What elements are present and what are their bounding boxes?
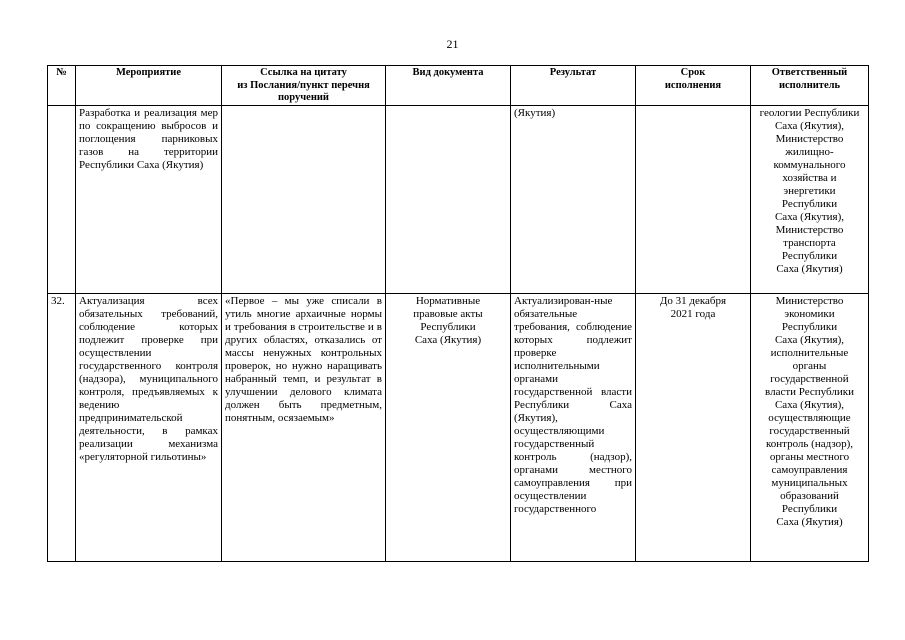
- row-doc-type: [386, 105, 511, 293]
- row-event: Актуализация всех обязательных требований, соблюдение которых подлежит проверке при осуществлении государственного контроля (надзора), муниципального контроля, предъявляемых к ведению предпринимательской деятельности, в рамках реализации механизма «регуляторной гильотины»: [76, 293, 222, 561]
- header-quote: Ссылка на цитату из Послания/пункт перечня поручений: [222, 66, 386, 106]
- row-responsible: геологии Республики Саха (Якутия), Министерство жилищно- коммунального хозяйства и энергетики Республики Саха (Якутия), Министерство транспорта Республики Саха (Якутия): [751, 105, 869, 293]
- row-deadline: До 31 декабря 2021 года: [636, 293, 751, 561]
- row-number: [48, 105, 76, 293]
- row-responsible: Министерство экономики Республики Саха (Якутия), исполнительные органы государственной власти Республики Саха (Якутия), осуществляющие государственный контроль (надзор), органы местного самоуправления муниципальных образований Республики Саха (Якутия): [751, 293, 869, 561]
- table-row: [48, 105, 869, 293]
- plan-table: [47, 65, 869, 562]
- row-quote: [222, 105, 386, 293]
- header-event: Мероприятие: [76, 66, 222, 106]
- header-responsible: Ответственный исполнитель: [751, 66, 869, 106]
- row-result: (Якутия): [511, 105, 636, 293]
- row-quote: «Первое – мы уже списали в утиль многие архаичные нормы и требования в строительстве и в других областях, отказались от массы ненужных контрольных проверок, но нужно наращивать набранный темп, и результат в улучшении делового климата должен быть предметным, понятным, осязаемым»: [222, 293, 386, 561]
- table-row: [48, 293, 869, 561]
- page-number: 21: [446, 37, 459, 51]
- header-result: Результат: [511, 66, 636, 106]
- row-deadline: [636, 105, 751, 293]
- header-number: №: [48, 66, 76, 106]
- row-result: Актуализирован-ные обязательные требования, соблюдение которых подлежит проверке исполнительными органами государственной власти Республики Саха (Якутия), осуществляющими государственный контроль (надзор), органами местного самоуправления при осуществлении государственного: [511, 293, 636, 561]
- header-deadline: Срок исполнения: [636, 66, 751, 106]
- row-event: Разработка и реализация мер по сокращению выбросов и поглощения парниковых газов на территории Республики Саха (Якутия): [76, 105, 222, 293]
- row-doc-type: Нормативные правовые акты Республики Саха (Якутия): [386, 293, 511, 561]
- header-doc-type: Вид документа: [386, 66, 511, 106]
- row-number: 32.: [48, 293, 76, 561]
- table-header-row: [48, 66, 869, 106]
